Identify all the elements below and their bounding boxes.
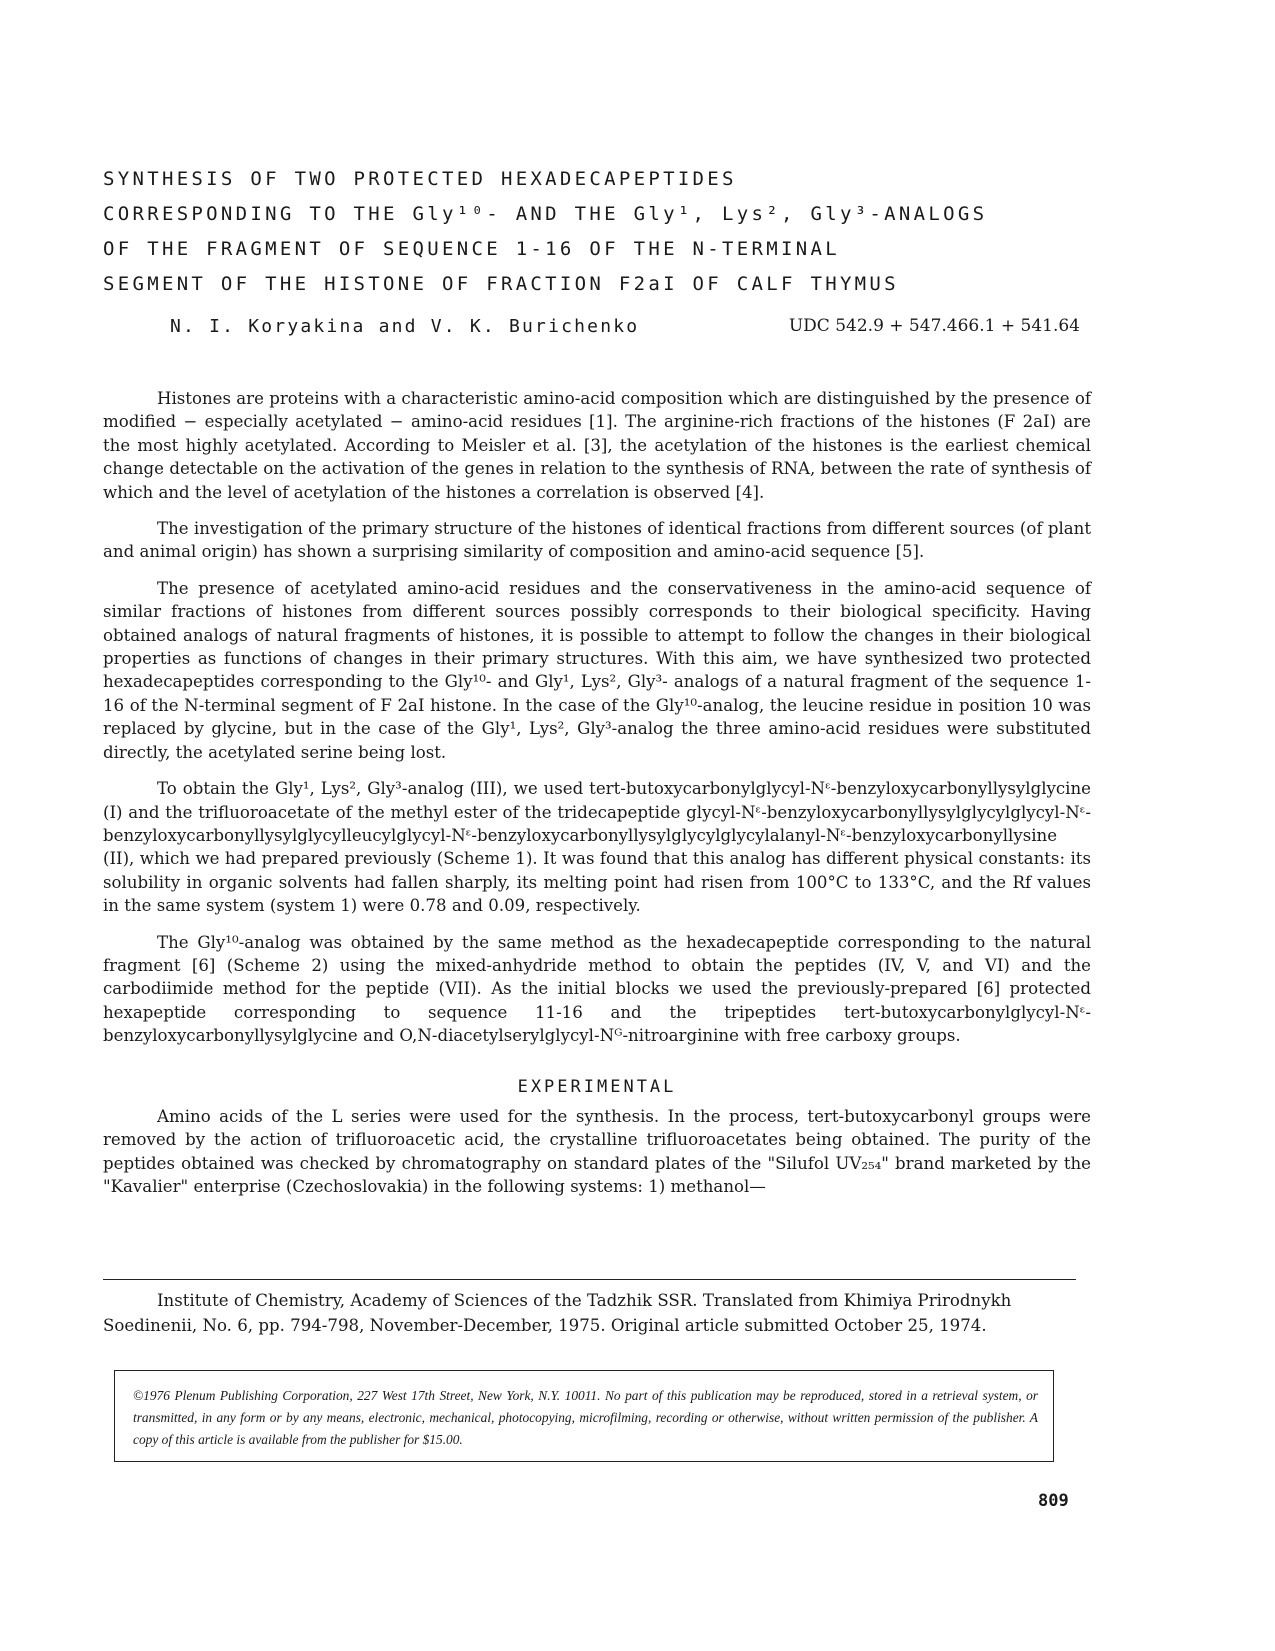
title-line: SYNTHESIS OF TWO PROTECTED HEXADECAPEPTIDES: [103, 168, 737, 190]
byline: [170, 316, 1080, 346]
page-number: 809: [1038, 1491, 1069, 1511]
footnote-divider: [103, 1279, 1076, 1280]
title-line: CORRESPONDING TO THE Gly¹⁰- AND THE Gly¹, Lys², Gly³-ANALOGS: [103, 203, 988, 225]
body-paragraph: Histones are proteins with a characteristic amino-acid composition which are distinguished by the presence of modified − especially acetylated − amino-acid residues [1]. The arginine-rich fractions of the histones (F 2aI) are the most highly acetylated. According to Meisler et al. [3], the acetylation of the histones is the earliest chemical change detectable on the activation of the genes in relation to the synthesis of RNA, between the rate of synthesis of which and the level of acetylation of the histones a correlation is observed [4].: [103, 389, 1091, 502]
affiliation-footnote: [103, 1288, 1091, 1338]
section-heading-experimental: EXPERIMENTAL: [517, 1076, 677, 1097]
article-body: [103, 387, 1091, 1199]
udc-code: UDC 542.9 + 547.466.1 + 541.64: [788, 316, 1080, 336]
body-paragraph: The Gly¹⁰-analog was obtained by the same method as the hexadecapeptide corresponding to the natural fragment [6] (Scheme 2) using the mixed-anhydride method to obtain the peptides (IV, V, and VI) and the carbodiimide method for the peptide (VII). As the initial blocks we used the previously-prepared [6] protected hexapeptide corresponding to sequence 11-16 and the tripeptides tert-butoxycarbonylglycyl-Nᵋ-benzyloxycarbonyllysylglycine and O,N-diacetylserylglycyl-Nᴳ-nitroarginine with free carboxy groups.: [103, 932, 1091, 1046]
authors: N. I. Koryakina and V. K. Burichenko: [170, 316, 640, 337]
footnote-text: Institute of Chemistry, Academy of Sciences of the Tadzhik SSR. Translated from Khimiya Prirodnykh Soedinenii, No. 6, pp. 794-798, November-December, 1975. Original article submitted October 25, 1974.: [103, 1291, 1012, 1335]
copyright-text: ©1976 Plenum Publishing Corporation, 227 West 17th Street, New York, N.Y. 10011. No part of this publication may be reproduced, stored in a retrieval system, or transmitted, in any form or by any means, electronic, mechanical, photocopying, microfilming, recording or otherwise, without written permission of the publisher. A copy of this article is available from the publisher for $15.00.: [133, 1388, 1038, 1447]
body-paragraph: To obtain the Gly¹, Lys², Gly³-analog (III), we used tert-butoxycarbonylglycyl-Nᵋ-benzyloxycarbonyllysylglycine (I) and the trifluoroacetate of the methyl ester of the tridecapeptide glycyl-Nᵋ-benzyloxycarbonyllysylglycylglycyl-Nᵋ-benzyloxycarbonyllysylglycylleucylglycyl-Nᵋ-benzyloxycarbonyllysylglycylglycylalanyl-Nᵋ-benzyloxycarbonyllysine (II), which we had prepared previously (Scheme 1). It was found that this analog has different physical constants: its solubility in organic solvents had fallen sharply, its melting point had risen from 100°C to 133°C, and the Rf values in the same system (system 1) were 0.78 and 0.09, respectively.: [103, 779, 1091, 916]
body-paragraph: Amino acids of the L series were used for the synthesis. In the process, tert-butoxycarbonyl groups were removed by the action of trifluoroacetic acid, the crystalline trifluoroacetates being obtained. The purity of the peptides obtained was checked by chromatography on standard plates of the "Silufol UV₂₅₄" brand marketed by the "Kavalier" enterprise (Czechoslovakia) in the following systems: 1) methanol—: [103, 1106, 1091, 1197]
copyright-notice: [114, 1370, 1054, 1462]
body-paragraph: The presence of acetylated amino-acid residues and the conservativeness in the amino-acid sequence of similar fractions of histones from different sources possibly corresponds to their biological specificity. Having obtained analogs of natural fragments of histones, it is possible to attempt to follow the changes in their biological properties as functions of changes in their primary structures. With this aim, we have synthesized two protected hexadecapeptides corresponding to the Gly¹⁰- and Gly¹, Lys², Gly³- analogs of a natural fragment of the sequence 1-16 of the N-terminal segment of F 2aI histone. In the case of the Gly¹⁰-analog, the leucine residue in position 10 was replaced by glycine, but in the case of the Gly¹, Lys², Gly³-analog the three amino-acid residues were substituted directly, the acetylated serine being lost.: [103, 578, 1091, 762]
title-line: SEGMENT OF THE HISTONE OF FRACTION F2aI OF CALF THYMUS: [103, 273, 899, 295]
body-paragraph: The investigation of the primary structure of the histones of identical fractions from different sources (of plant and animal origin) has shown a surprising similarity of composition and amino-acid sequence [5].: [103, 519, 1091, 562]
title-line: OF THE FRAGMENT OF SEQUENCE 1-16 OF THE N-TERMINAL: [103, 238, 840, 260]
article-title: [103, 162, 1103, 302]
